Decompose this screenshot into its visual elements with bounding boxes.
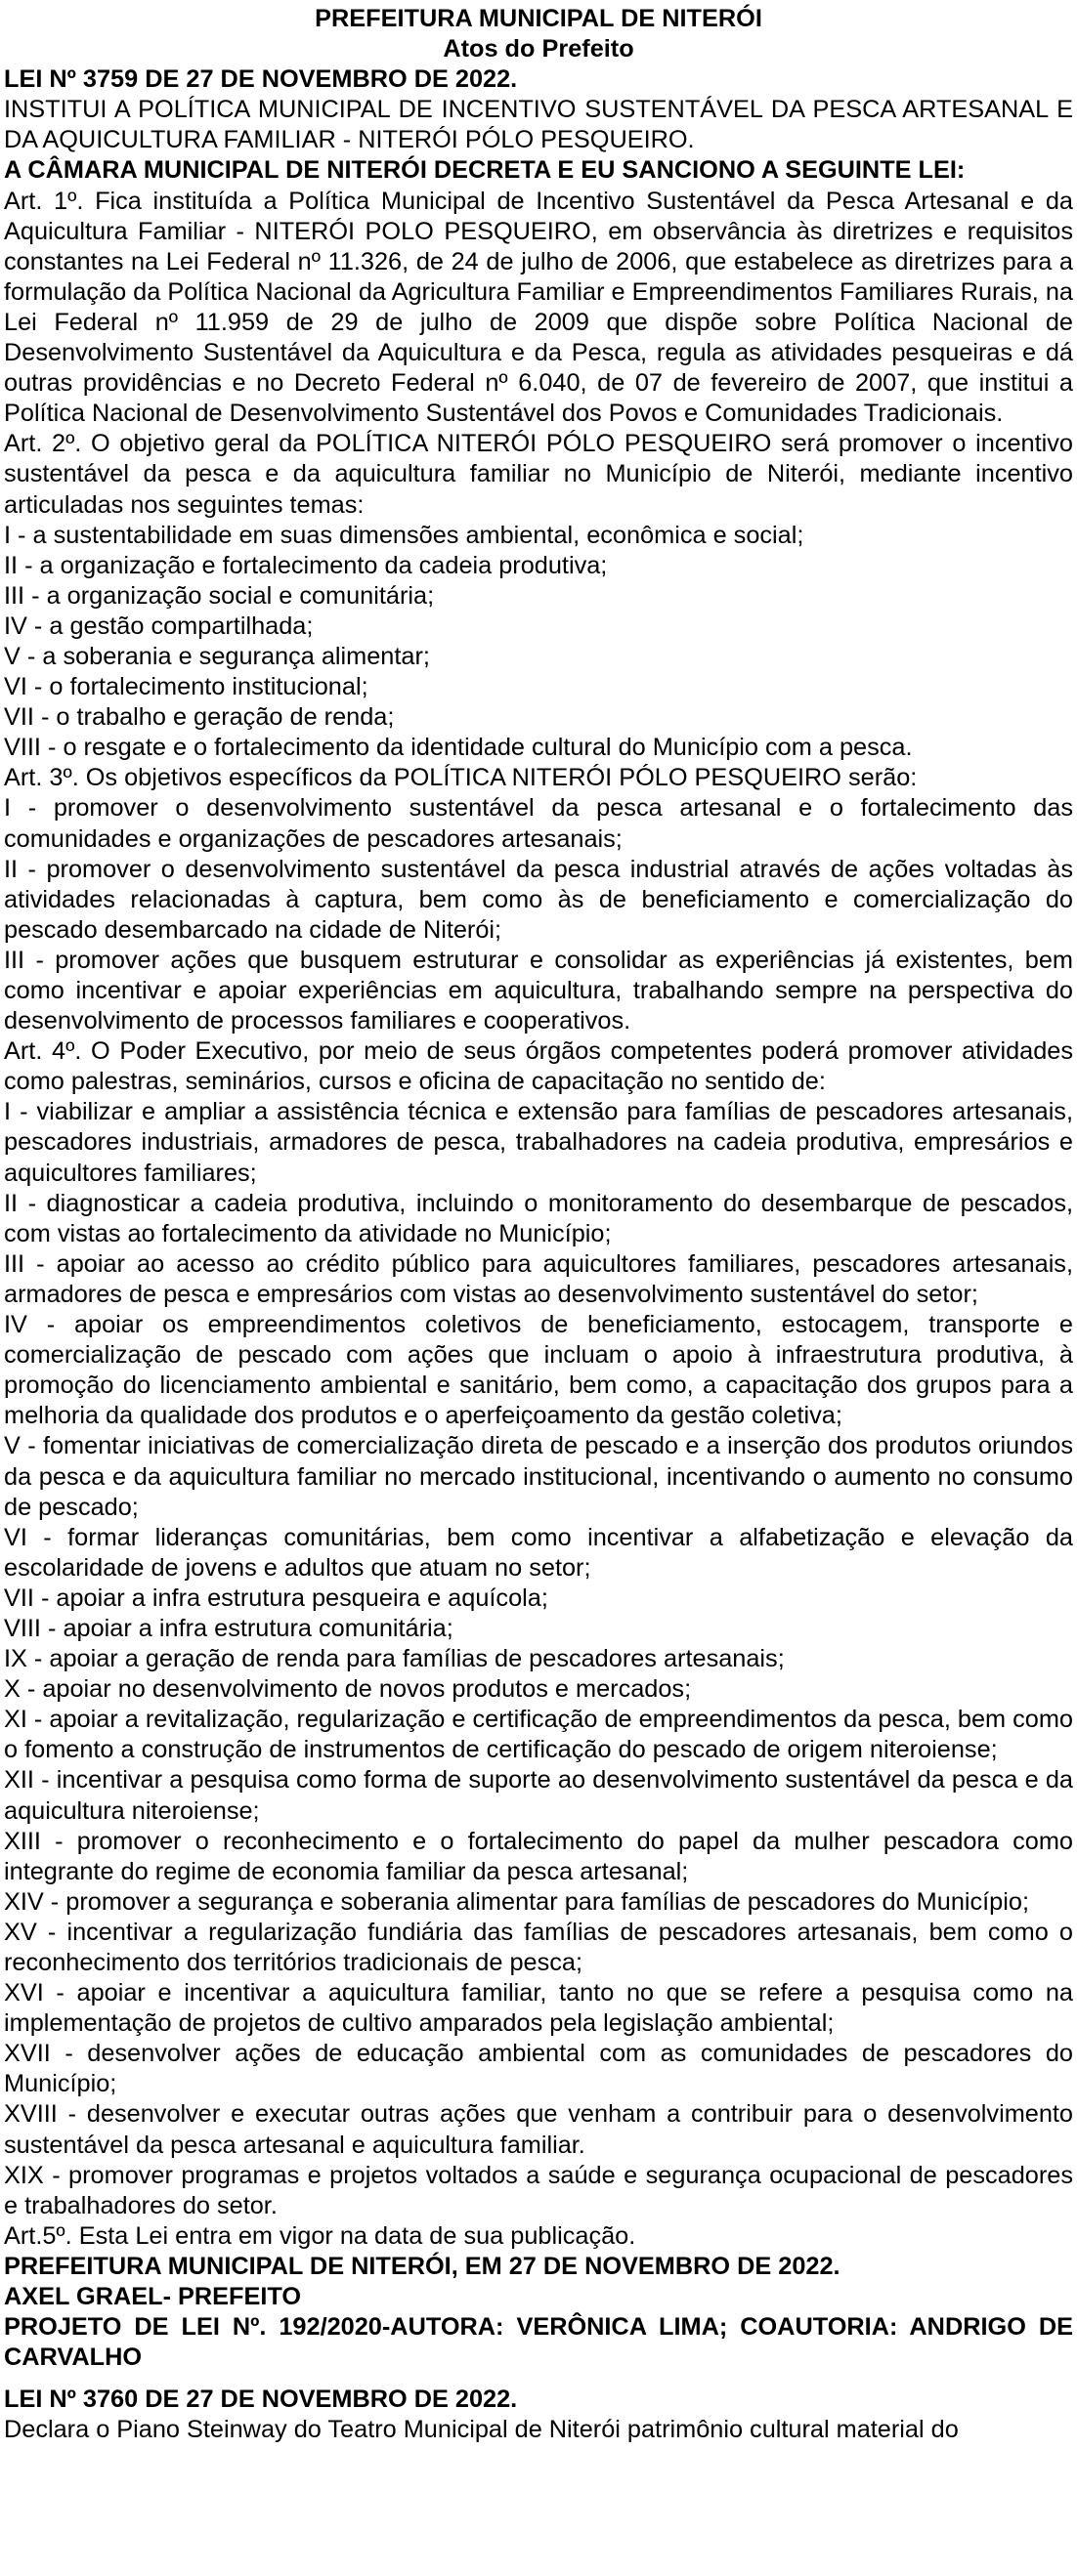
article-4-item: XVIII - desenvolver e executar outras ações que venham a contribuir para o desenvolvimento sustentável da pesca artesanal e aquicultura familiar. (4, 2100, 1073, 2159)
article-2-item: VI - o fortalecimento institucional; (4, 673, 368, 701)
article-2-item: III - a organização social e comunitária; (4, 581, 435, 610)
article-4-item: XV - incentivar a regularização fundiária das famílias de pescadores artesanais, bem como o reconhecimento dos territórios tradicionais de pesca; (4, 1918, 1073, 1976)
article-4-item: XIII - promover o reconhecimento e o fortalecimento do papel da mulher pescadora como integrante do regime de economia familiar da pesca artesanal; (4, 1827, 1073, 1885)
article-3-item: I - promover o desenvolvimento sustentável da pesca artesanal e o fortalecimento das comunidades e organizações de pescadores artesanais; (4, 794, 1073, 853)
article-2-item: VIII - o resgate e o fortalecimento da identidade cultural do Município com a pesca. (4, 734, 913, 762)
article-2-item: I - a sustentabilidade em suas dimensões ambiental, econômica e social; (4, 521, 804, 549)
article-4-item: XIV - promover a segurança e soberania alimentar para famílias de pescadores do Município; (4, 1887, 1029, 1916)
article-2-caput: Art. 2º. O objetivo geral da POLÍTICA NITERÓI PÓLO PESQUEIRO será promover o incentivo sustentável da pesca e da aquicultura familiar no Município de Niterói, mediante incentivo articuladas nos seguintes temas: (4, 430, 1073, 519)
article-4-item: IV - apoiar os empreendimentos coletivos de beneficiamento, estocagem, transporte e comercialização de pescado com ações que incluam o apoio à infraestrutura produtiva, à promoção do licenciamento ambiental e sanitário, bem como, a capacitação dos grupos para a melhoria da qualidade dos produtos e o aperfeiçoamento da gestão coletiva; (4, 1311, 1073, 1430)
article-4-item: XVI - apoiar e incentivar a aquicultura familiar, tanto no que se refere a pesquisa como na implementação de projetos de cultivo amparados pela legislação ambiental; (4, 1979, 1073, 2038)
law-3760-number: LEI Nº 3760 DE 27 DE NOVEMBRO DE 2022. (4, 2386, 518, 2414)
article-2-item: V - a soberania e segurança alimentar; (4, 642, 430, 670)
article-4-item: V - fomentar iniciativas de comercialização direta de pescado e a inserção dos produtos oriundos da pesca e da aquicultura familiar no mercado institucional, incentivando o aumento no consumo de pescado; (4, 1432, 1073, 1521)
article-3-caput: Art. 3º. Os objetivos específicos da POLÍTICA NITERÓI PÓLO PESQUEIRO serão: (4, 764, 918, 792)
bill-authorship: PROJETO DE LEI Nº. 192/2020-AUTORA: VERÔNICA LIMA; COAUTORIA: ANDRIGO DE CARVALHO (4, 2313, 1073, 2372)
article-4-item: VI - formar lideranças comunitárias, bem como incentivar a alfabetização e elevação da escolaridade de jovens e adultos que atuam no setor; (4, 1523, 1073, 1582)
article-3-item: III - promover ações que busquem estruturar e consolidar as experiências já existentes, bem como incentivar e apoiar experiências em aquicultura, trabalhando sempre na perspectiva do desenvolvimento de processos familiares e cooperativos. (4, 946, 1073, 1035)
gazette-title: PREFEITURA MUNICIPAL DE NITERÓI (315, 5, 762, 32)
article-4-item: XIX - promover programas e projetos voltados a saúde e segurança ocupacional de pescadores e trabalhadores do setor. (4, 2161, 1073, 2219)
law-3759-ementa: INSTITUI A POLÍTICA MUNICIPAL DE INCENTIVO SUSTENTÁVEL DA PESCA ARTESANAL E DA AQUICULTURA FAMILIAR - NITERÓI PÓLO PESQUEIRO. (4, 96, 1073, 154)
article-4-item: IX - apoiar a geração de renda para famílias de pescadores artesanais; (4, 1645, 785, 1673)
article-5: Art.5º. Esta Lei entra em vigor na data de sua publicação. (4, 2221, 636, 2250)
article-2-item: II - a organização e fortalecimento da cadeia produtiva; (4, 551, 608, 579)
article-3-item: II - promover o desenvolvimento sustentável da pesca industrial através de ações voltadas às atividades relacionadas à captura, bem como às de beneficiamento e comercialização do pescado desembarcado na cidade de Niterói; (4, 855, 1073, 944)
article-4-caput: Art. 4º. O Poder Executivo, por meio de seus órgãos competentes poderá promover atividades como palestras, seminários, cursos e oficina de capacitação no sentido de: (4, 1037, 1073, 1096)
article-4-item: VII - apoiar a infra estrutura pesqueira e aquícola; (4, 1584, 548, 1612)
mayor-signature: AXEL GRAEL- PREFEITO (4, 2283, 302, 2311)
law-3759-number: LEI Nº 3759 DE 27 DE NOVEMBRO DE 2022. (4, 65, 518, 94)
gazette-subtitle: Atos do Prefeito (443, 35, 634, 63)
article-4-item: XI - apoiar a revitalização, regularização e certificação de empreendimentos da pesca, bem como o fomento a construção de instrumentos de certificação do pescado de origem niteroiense; (4, 1706, 1073, 1764)
article-4-item: VIII - apoiar a infra estrutura comunitária; (4, 1614, 453, 1642)
article-4-item: III - apoiar ao acesso ao crédito público para aquicultores familiares, pescadores artesanais, armadores de pesca e empresários com vistas ao desenvolvimento sustentável do setor; (4, 1249, 1073, 1308)
article-2-item: VII - o trabalho e geração de renda; (4, 703, 395, 732)
article-4-item: X - apoiar no desenvolvimento de novos produtos e mercados; (4, 1675, 692, 1704)
article-4-item: XII - incentivar a pesquisa como forma de suporte ao desenvolvimento sustentável da pesca e da aquicultura niteroiense; (4, 1766, 1073, 1825)
law-3759-preamble: A CÂMARA MUNICIPAL DE NITERÓI DECRETA E EU SANCIONO A SEGUINTE LEI: (4, 156, 966, 185)
article-2-item: IV - a gestão compartilhada; (4, 612, 314, 640)
article-4-item: II - diagnosticar a cadeia produtiva, incluindo o monitoramento do desembarque de pescados, com vistas ao fortalecimento da atividade no Município; (4, 1189, 1073, 1247)
article-4-item: XVII - desenvolver ações de educação ambiental com as comunidades de pescadores do Município; (4, 2040, 1073, 2098)
article-4-item: I - viabilizar e ampliar a assistência técnica e extensão para famílias de pescadores artesanais, pescadores industriais, armadores de pesca, trabalhadores na cadeia produtiva, empresários e aquicultores familiares; (4, 1098, 1073, 1187)
law-3760-ementa: Declara o Piano Steinway do Teatro Municipal de Niterói patrimônio cultural material do (4, 2416, 959, 2444)
article-1: Art. 1º. Fica instituída a Política Municipal de Incentivo Sustentável da Pesca Artesanal e da Aquicultura Familiar - NITERÓI POLO PESQUEIRO, em observância às diretrizes e requisitos constantes na Lei Federal nº 11.326, de 24 de julho de 2006, que estabelece as diretrizes para a formulação da Política Nacional da Agricultura Familiar e Empreendimentos Familiares Rurais, na Lei Federal nº 11.959 de 29 de julho de 2009 que dispõe sobre Política Nacional de Desenvolvimento Sustentável da Aquicultura e da Pesca, regula as atividades pesqueiras e dá outras providências e no Decreto Federal nº 6.040, de 07 de fevereiro de 2007, que institui a Política Nacional de Desenvolvimento Sustentável dos Povos e Comunidades Tradicionais. (4, 187, 1073, 428)
closing-place-date: PREFEITURA MUNICIPAL DE NITERÓI, EM 27 DE NOVEMBRO DE 2022. (4, 2252, 840, 2280)
